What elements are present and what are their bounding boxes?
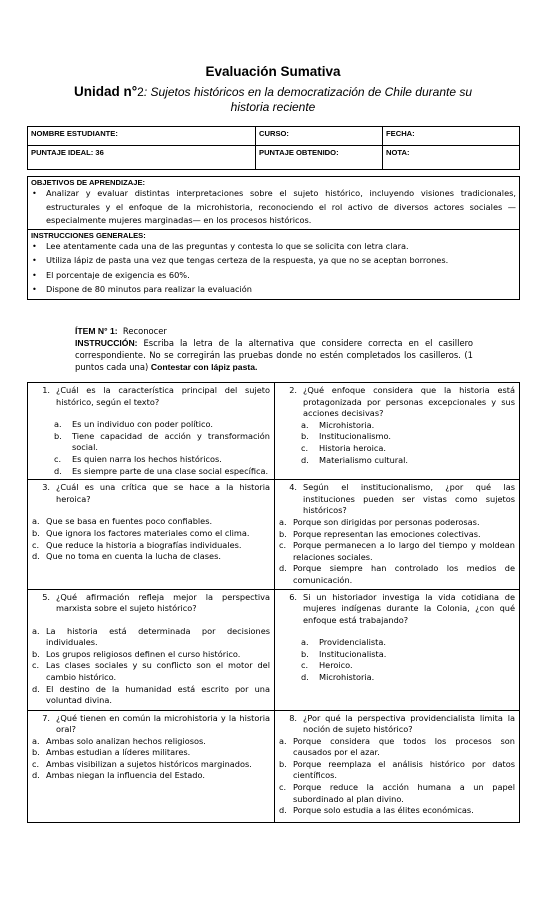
option[interactable] bbox=[32, 454, 270, 466]
option-letter: b. bbox=[301, 648, 309, 659]
option[interactable] bbox=[279, 637, 515, 649]
option[interactable] bbox=[279, 660, 515, 672]
option-letter: b. bbox=[32, 648, 40, 659]
question-stem: ¿Cuál es la característica principal del sujeto histórico, según el texto? bbox=[56, 385, 270, 407]
option-letter: b. bbox=[32, 747, 40, 758]
option-text: Microhistoria. bbox=[319, 419, 375, 430]
option-letter: c. bbox=[32, 660, 40, 671]
item-instruction-bold: Contestar con lápiz pasta. bbox=[150, 362, 258, 372]
question-number: 3. bbox=[42, 482, 50, 493]
option-text: Porque reemplaza el análisis histórico por datos científicos. bbox=[293, 758, 515, 781]
obtained-score-cell[interactable]: PUNTAJE OBTENIDO: bbox=[256, 146, 383, 170]
option-text: Porque siempre han controlado los medios de comunicación. bbox=[293, 563, 515, 585]
option[interactable] bbox=[279, 517, 515, 529]
option-letter: c. bbox=[279, 540, 287, 551]
question-number: 6. bbox=[289, 591, 297, 602]
option-letter: a. bbox=[301, 419, 309, 430]
option-letter: b. bbox=[279, 528, 287, 539]
option-letter: c. bbox=[301, 442, 309, 453]
option[interactable] bbox=[279, 443, 515, 455]
option-text: Porque representan las emociones colectivas. bbox=[293, 528, 481, 539]
option[interactable] bbox=[32, 540, 270, 552]
option[interactable] bbox=[279, 529, 515, 541]
option-letter: c. bbox=[32, 758, 40, 769]
option-letter: b. bbox=[54, 430, 62, 441]
question bbox=[32, 713, 270, 736]
question bbox=[279, 385, 515, 420]
option-letter: c. bbox=[32, 539, 40, 550]
question-number: 8. bbox=[289, 712, 297, 723]
unit-subtitle bbox=[60, 84, 486, 115]
options-list bbox=[279, 736, 515, 817]
options-list bbox=[279, 517, 515, 587]
question bbox=[32, 385, 270, 408]
option[interactable] bbox=[279, 782, 515, 805]
student-info-table bbox=[27, 126, 520, 170]
option-text: Porque son dirigidas por personas poderosas. bbox=[293, 516, 480, 527]
option-text: Es un individuo con poder político. bbox=[72, 419, 213, 430]
objectives-list bbox=[28, 187, 519, 228]
option[interactable] bbox=[279, 563, 515, 586]
option-letter: d. bbox=[32, 551, 40, 562]
option-text: Ambas visibilizan a sujetos históricos marginados. bbox=[46, 758, 252, 769]
option[interactable] bbox=[32, 466, 270, 478]
question bbox=[279, 592, 515, 627]
question-cell bbox=[28, 710, 275, 822]
option-text: Es siempre parte de una clase social específica. bbox=[72, 465, 269, 476]
option-letter: a. bbox=[54, 419, 62, 430]
options-list bbox=[32, 419, 270, 477]
option-letter: a. bbox=[279, 735, 287, 746]
instructions-title: INSTRUCCIONES GENERALES: bbox=[31, 230, 146, 240]
option-letter: a. bbox=[32, 625, 40, 636]
objectives-title: OBJETIVOS DE APRENDIZAJE: bbox=[31, 178, 146, 187]
option[interactable] bbox=[32, 551, 270, 563]
ideal-score-cell: PUNTAJE IDEAL: 36 bbox=[28, 146, 256, 170]
question-stem: ¿Cuál es una crítica que se hace a la historia heroica? bbox=[56, 482, 270, 504]
option[interactable] bbox=[279, 649, 515, 661]
option[interactable] bbox=[279, 540, 515, 563]
grade-cell[interactable]: NOTA: bbox=[383, 146, 520, 170]
question bbox=[279, 482, 515, 517]
question-cell bbox=[275, 710, 520, 822]
option[interactable] bbox=[279, 736, 515, 759]
option-text: Microhistoria. bbox=[319, 672, 375, 683]
option-letter: d. bbox=[54, 465, 62, 476]
option-letter: a. bbox=[301, 637, 309, 648]
option[interactable] bbox=[32, 684, 270, 707]
option[interactable] bbox=[279, 805, 515, 817]
option-text: Que se basa en fuentes poco confiables. bbox=[46, 516, 213, 527]
option-text: Institucionalismo. bbox=[319, 431, 392, 442]
option[interactable] bbox=[32, 528, 270, 540]
page-title: Evaluación Sumativa bbox=[205, 64, 341, 79]
option[interactable] bbox=[32, 770, 270, 782]
option-letter: d. bbox=[301, 454, 309, 465]
questions-table bbox=[27, 382, 520, 823]
option[interactable] bbox=[32, 660, 270, 683]
section-divider bbox=[28, 229, 519, 230]
question-stem: ¿Qué tienen en común la microhistoria y la historia oral? bbox=[56, 712, 270, 735]
option-letter: b. bbox=[301, 431, 309, 442]
option-text: Porque solo estudia a las élites económicas. bbox=[293, 805, 474, 816]
question-number: 5. bbox=[42, 591, 50, 602]
question-stem: Según el institucionalismo, ¿por qué las instituciones pueden ser vistas como sujetos históricos? bbox=[303, 482, 515, 516]
instruction-item: • El porcentaje de exigencia es 60%. bbox=[28, 269, 519, 283]
objectives-instructions-box bbox=[27, 176, 520, 300]
option-letter: c. bbox=[54, 453, 62, 464]
question-number: 4. bbox=[289, 482, 297, 493]
question-cell bbox=[28, 383, 275, 480]
objective-item: • Analizar y evaluar distintas interpretaciones sobre el sujeto histórico, incluyendo visiones tradicionales, estructurales y el enfoque de la microhistoria, reconociendo el rol activo de diversos actores sociales —especialmente mujeres marginadas— en los procesos históricos. bbox=[28, 187, 519, 228]
option[interactable] bbox=[279, 455, 515, 467]
question-cell bbox=[275, 383, 520, 480]
option[interactable] bbox=[32, 516, 270, 528]
option[interactable] bbox=[32, 626, 270, 649]
option[interactable] bbox=[32, 419, 270, 431]
option-letter: c. bbox=[301, 660, 309, 671]
option-text: La historia está determinada por decisiones individuales. bbox=[46, 625, 270, 648]
question-stem: ¿Qué afirmación refleja mejor la perspectiva marxista sobre el sujeto histórico? bbox=[56, 591, 270, 614]
question-stem: ¿Qué enfoque considera que la historia está protagonizada por personas excepcionales y sus acciones decisivas? bbox=[303, 385, 515, 419]
course-cell[interactable]: CURSO: bbox=[256, 127, 383, 146]
question bbox=[32, 482, 270, 505]
option[interactable] bbox=[32, 759, 270, 771]
options-list bbox=[32, 516, 270, 562]
question bbox=[279, 713, 515, 736]
option[interactable] bbox=[279, 672, 515, 684]
option-text: Porque reduce la acción humana a un papel subordinado al plan divino. bbox=[293, 782, 515, 804]
options-list bbox=[32, 736, 270, 782]
question-cell bbox=[28, 589, 275, 710]
option-text: Heroico. bbox=[319, 660, 353, 671]
item-name: Reconocer bbox=[122, 326, 167, 336]
question-number: 7. bbox=[42, 712, 50, 723]
option[interactable] bbox=[32, 736, 270, 748]
unit-label: Unidad n° bbox=[73, 84, 138, 99]
option[interactable] bbox=[32, 649, 270, 661]
option-text: El destino de la humanidad está escrito por una voluntad divina. bbox=[46, 683, 270, 706]
question-cell bbox=[275, 480, 520, 589]
option-text: Que ignora los factores materiales como el clima. bbox=[46, 527, 250, 538]
option[interactable] bbox=[279, 759, 515, 782]
item-instruction-text: Escriba la letra de la alternativa que considere correcta en el casillero correspondiente. No se corregirán las pruebas donde no estén completados los casilleros. (1 puntos cada una) bbox=[75, 338, 473, 372]
option-letter: a. bbox=[279, 516, 287, 527]
option[interactable] bbox=[279, 420, 515, 432]
question-number: 1. bbox=[42, 385, 50, 395]
option-text: Porque permanecen a lo largo del tiempo y moldean relaciones sociales. bbox=[293, 540, 515, 562]
option-letter: b. bbox=[32, 527, 40, 538]
option-letter: a. bbox=[32, 735, 40, 746]
option-letter: c. bbox=[279, 782, 287, 793]
option-letter: a. bbox=[32, 516, 40, 527]
question bbox=[32, 592, 270, 615]
item-label: ÍTEM N° 1: bbox=[75, 326, 118, 336]
item-instruction-label: INSTRUCCIÓN: bbox=[75, 338, 138, 348]
instruction-item: • Lee atentamente cada una de las preguntas y contesta lo que se solicita con letra clara. bbox=[28, 240, 519, 254]
option-text: Providencialista. bbox=[319, 637, 386, 648]
option-letter: b. bbox=[279, 758, 287, 769]
option-text: Ambas estudian a líderes militares. bbox=[46, 747, 191, 758]
options-list bbox=[279, 420, 515, 466]
question-stem: ¿Por qué la perspectiva providencialista limita la noción de sujeto histórico? bbox=[303, 712, 515, 735]
option[interactable] bbox=[32, 747, 270, 759]
option-text: Porque considera que todos los procesos son causados por el azar. bbox=[293, 735, 515, 758]
option-text: Los grupos religiosos definen el curso histórico. bbox=[46, 648, 241, 659]
options-list bbox=[32, 626, 270, 707]
option-text: Que reduce la historia a biografías individuales. bbox=[46, 539, 242, 550]
instruction-item: • Utiliza lápiz de pasta una vez que tengas certeza de la respuesta, ya que no se aceptan borrones. bbox=[28, 254, 519, 268]
options-list bbox=[279, 637, 515, 683]
student-name-cell[interactable]: NOMBRE ESTUDIANTE: bbox=[28, 127, 256, 146]
option-text: Ambas niegan la influencia del Estado. bbox=[46, 770, 205, 781]
option-letter: d. bbox=[32, 683, 40, 694]
question-cell bbox=[275, 589, 520, 710]
question-cell bbox=[28, 480, 275, 589]
option-text: Tiene capacidad de acción y transformación social. bbox=[72, 430, 270, 453]
option-letter: d. bbox=[279, 805, 287, 816]
option-text: Es quien narra los hechos históricos. bbox=[72, 453, 222, 464]
question-stem: Si un historiador investiga la vida cotidiana de mujeres indígenas durante la Colonia, ¿con qué enfoque está trabajando? bbox=[303, 591, 515, 625]
option-letter: d. bbox=[279, 563, 287, 574]
item-header bbox=[75, 325, 473, 373]
option-text: Institucionalista. bbox=[319, 648, 387, 659]
question-number: 2. bbox=[289, 385, 297, 395]
instruction-item: • Dispone de 80 minutos para realizar la evaluación bbox=[28, 283, 519, 297]
unit-title: : Sujetos históricos en la democratización de Chile durante su historia reciente bbox=[143, 85, 473, 114]
option[interactable] bbox=[32, 431, 270, 454]
option-text: Que no toma en cuenta la lucha de clases. bbox=[46, 551, 221, 562]
instructions-list bbox=[28, 240, 519, 297]
option-letter: d. bbox=[301, 672, 309, 683]
date-cell[interactable]: FECHA: bbox=[383, 127, 520, 146]
option-text: Las clases sociales y su conflicto son el motor del cambio histórico. bbox=[46, 660, 270, 683]
unit-number: 2 bbox=[137, 85, 144, 99]
option-text: Ambas solo analizan hechos religiosos. bbox=[46, 735, 206, 746]
option-text: Materialismo cultural. bbox=[319, 454, 409, 465]
option-text: Historia heroica. bbox=[319, 442, 386, 453]
option-letter: d. bbox=[32, 770, 40, 781]
option[interactable] bbox=[279, 431, 515, 443]
